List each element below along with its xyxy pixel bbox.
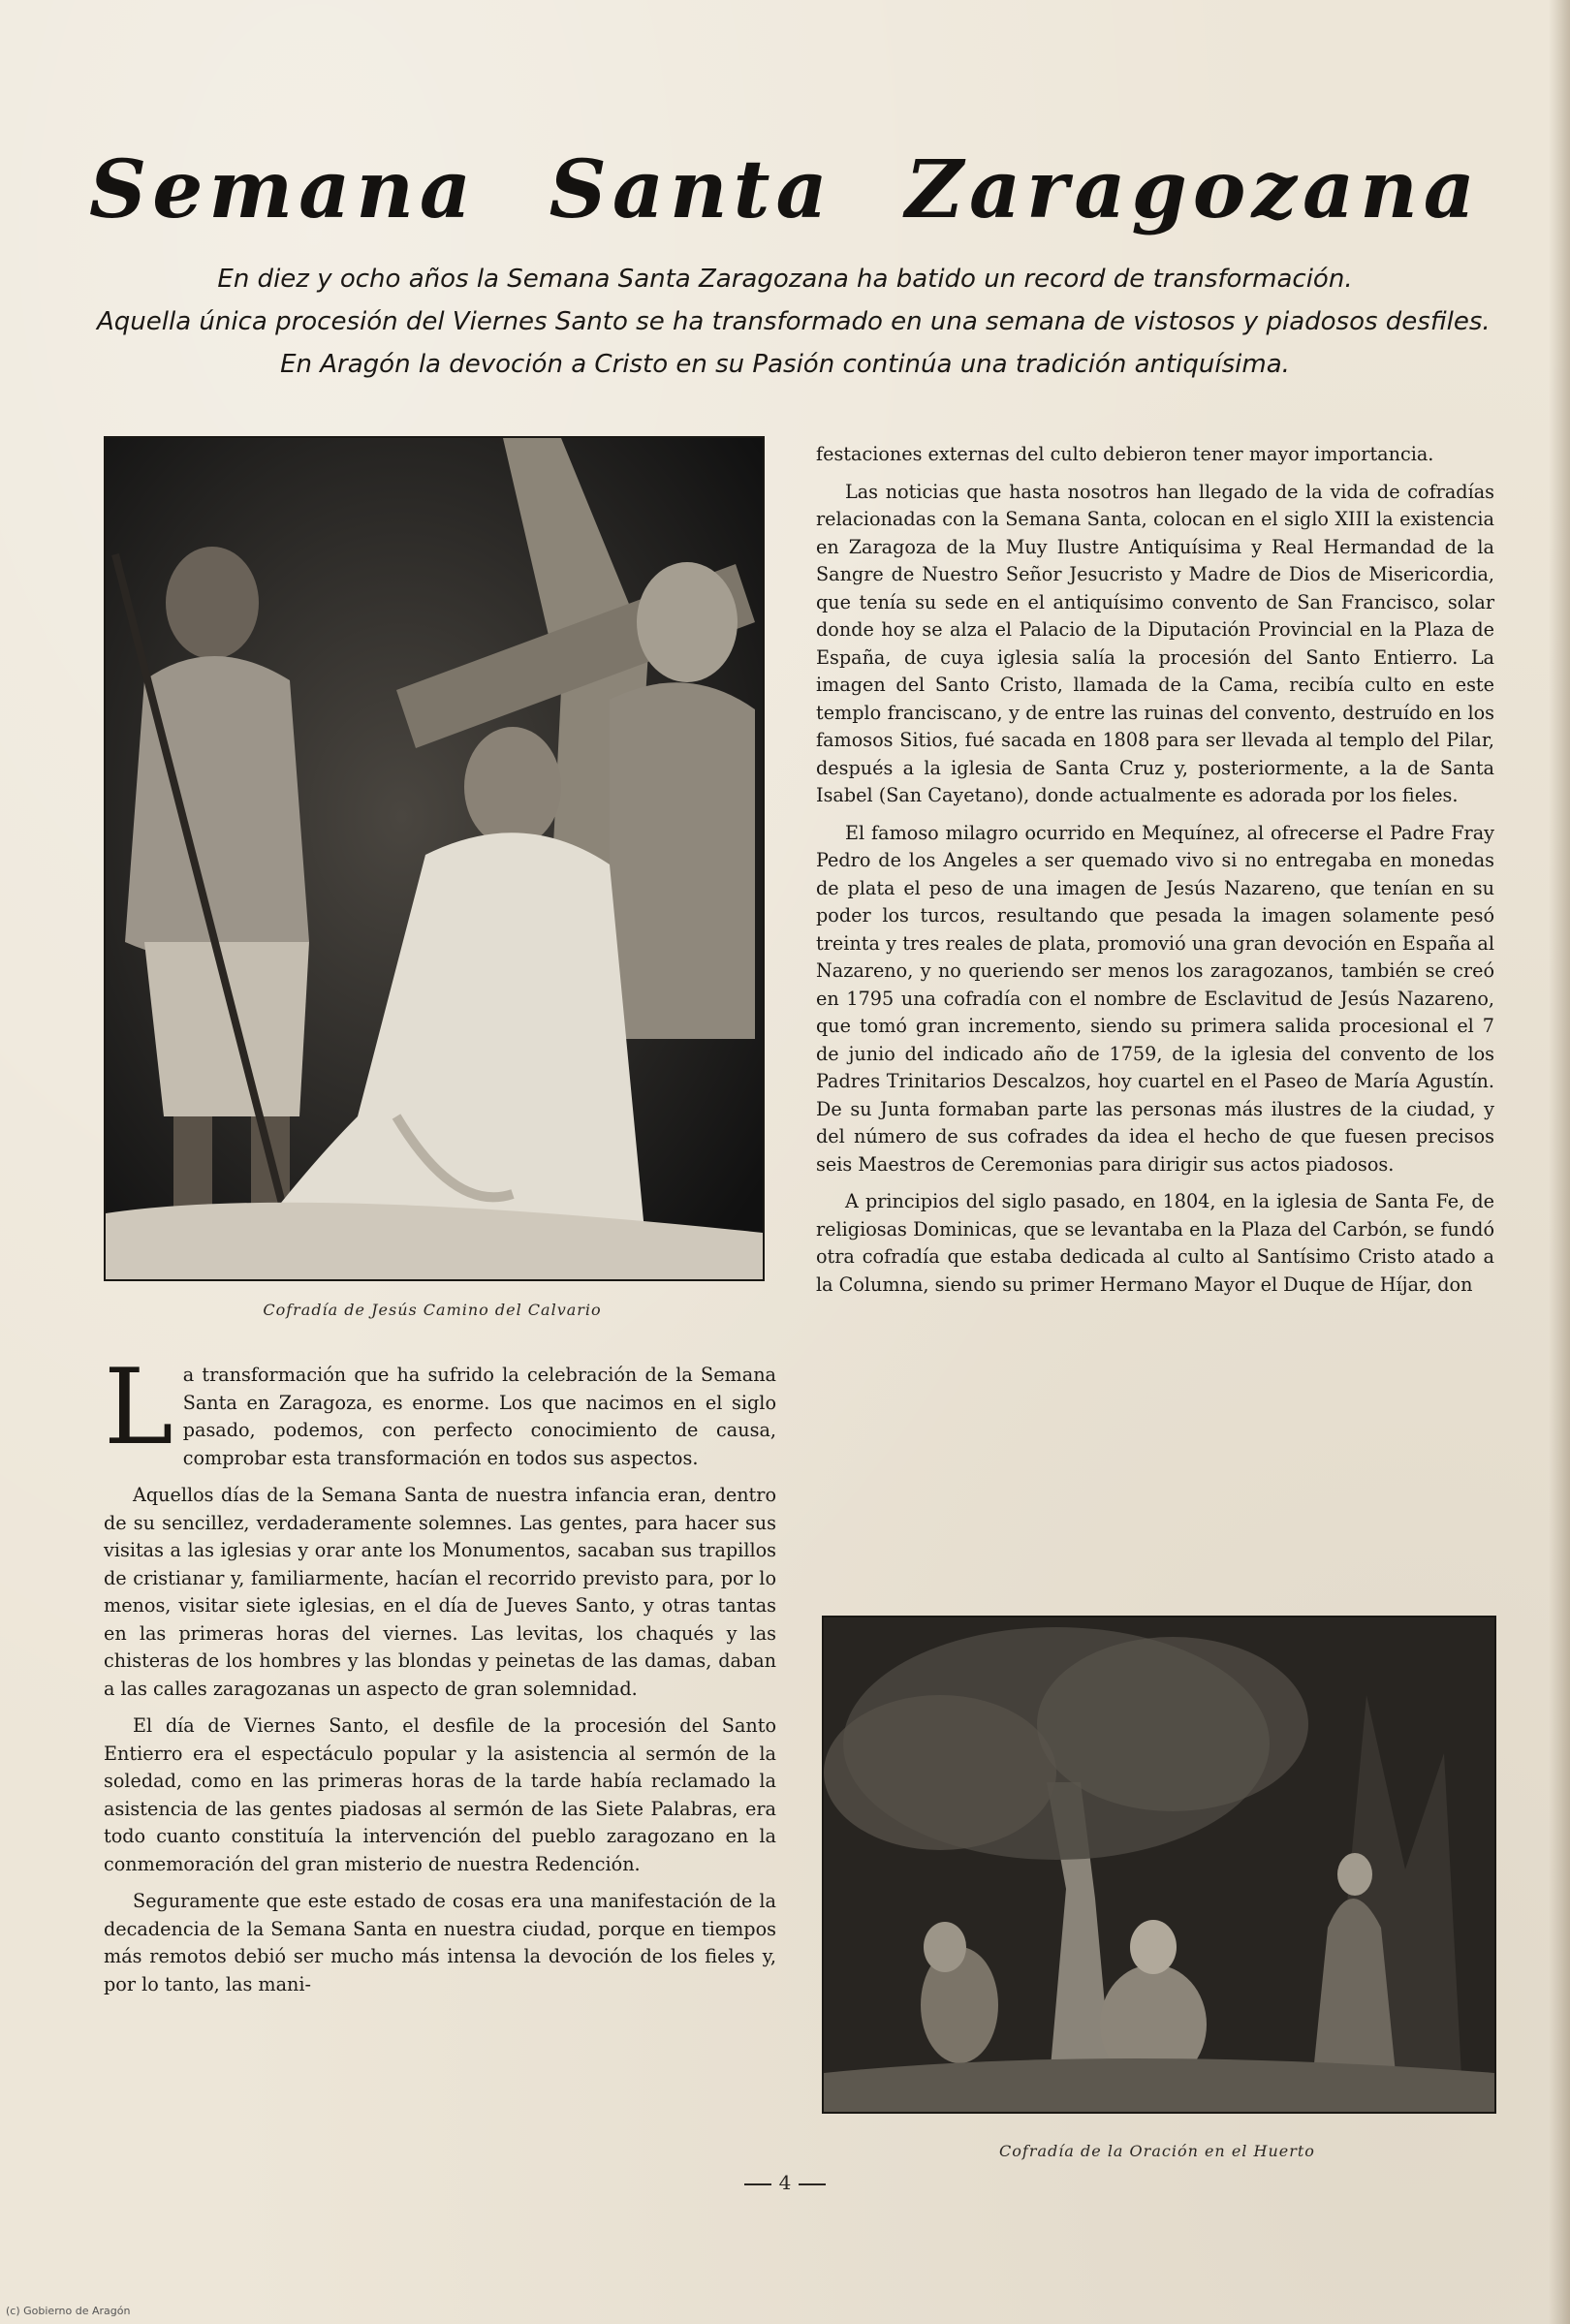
photo-oracion-huerto: [822, 1616, 1496, 2114]
article-paragraph: A principios del siglo pasado, en 1804, en la iglesia de Santa Fe, de religiosas Dominicas, que se levantaba en la Plaza del Carbón, se fundó otra cofradía que estaba dedicada al culto al Santísimo Cristo atado a la Columna, siendo su primer Hermano Mayor el Duque de Híjar, don: [816, 1190, 1494, 1296]
article-paragraph: Seguramente que este estado de cosas era una manifestación de la decadencia de la Semana Santa en nuestra ciudad, porque en tiempos más remotos debió ser mucho más intensa la devoción de los fieles y, por lo tanto, las mani-: [104, 1890, 776, 1995]
page-number-dash: [799, 2183, 826, 2185]
subtitle-line: En Aragón la devoción a Cristo en su Pasión continúa una tradición antiquísima.: [280, 350, 1290, 379]
page-number-value: 4: [778, 2171, 792, 2194]
article-paragraph: festaciones externas del culto debieron tener mayor importancia.: [816, 443, 1434, 465]
subtitle-line: Aquella única procesión del Viernes Santo se ha transformado en una semana de vistosos y piadosos desfiles.: [97, 307, 1491, 336]
subtitle-line: En diez y ocho años la Semana Santa Zaragozana ha batido un record de transformación.: [217, 265, 1353, 294]
article-paragraph: El famoso milagro ocurrido en Mequínez, al ofrecerse el Padre Fray Pedro de los Angeles a ser quemado vivo si no entregaba en monedas de plata el peso de una imagen de Jesús Nazareno, que tenían en su poder los turcos, resultando que pesada la imagen solamente pesó treinta y tres reales de plata, promovió una gran devoción en España al Nazareno, y no queriendo ser menos los zaragozanos, también se creó en 1795 una cofradía con el nombre de Esclavitud de Jesús Nazareno, que tomó gran incremento, siendo su primera salida procesional el 7 de junio del indicado año de 1759, de la iglesia del convento de los Padres Trinitarios Descalzos, hoy cuartel en el Paseo de María Agustín. De su Junta formaban parte las personas más ilustres de la ciudad, y del número de sus cofrades da idea el hecho de que fuesen precisos seis Maestros de Ceremonias para dirigir sus actos piadosos.: [816, 821, 1494, 1176]
article-paragraph: Las noticias que hasta nosotros han llegado de la vida de cofradías relacionadas con la Semana Santa, colocan en el siglo XIII la existencia en Zaragoza de la Muy Ilustre Antiquísima y Real Hermandad de la Sangre de Nuestro Señor Jesucristo y Madre de Dios de Misericordia, que tenía su sede en el antiquísimo convento de San Francisco, solar donde hoy se alza el Palacio de la Diputación Provincial en la Plaza de España, de cuya iglesia salía la procesión del Santo Entierro. La imagen del Santo Cristo, llamada de la Cama, recibía culto en este templo franciscano, y de entre las ruinas del convento, destruído en los famosos Sitios, fué sacada en 1808 para ser llevada al templo del Pilar, después a la iglesia de Santa Cruz y, posteriormente, a la de Santa Isabel (San Cayetano), donde actualmente es adorada por los fieles.: [816, 480, 1494, 806]
article-paragraph: Aquellos días de la Semana Santa de nuestra infancia eran, dentro de su sencillez, verdaderamente solemnes. Las gentes, para hacer sus visitas a las iglesias y orar ante los Monumentos, sacaban sus trapillos de cristianar y, familiarmente, hacían el recorrido previsto para, por lo menos, visitar siete iglesias, en el día de Jueves Santo, y otras tantas en las primeras horas del viernes. Las levitas, los chaqués y las chisteras de los hombres y las blondas y peinetas de las damas, daban a las calles zaragozanas un aspecto de gran solemnidad.: [104, 1484, 776, 1700]
article-subtitle: [97, 258, 1491, 386]
page-edge-shadow: [1549, 0, 1570, 2324]
article-title: Semana Santa Zaragozana: [89, 143, 1481, 236]
page-number-dash: [744, 2183, 771, 2185]
drop-cap: L: [104, 1347, 173, 1468]
photo-jesus-camino-calvario: [104, 436, 765, 1281]
copyright-credit: (c) Gobierno de Aragón: [6, 2305, 131, 2317]
article-paragraph: [104, 1347, 776, 1472]
page-number: [0, 2171, 1570, 2194]
photo-caption: Cofradía de Jesús Camino del Calvario: [263, 1301, 602, 1319]
right-column: [816, 441, 1494, 1308]
article-paragraph: El día de Viernes Santo, el desfile de la procesión del Santo Entierro era el espectáculo popular y la asistencia al sermón de la soledad, como en las primeras horas de la tarde había reclamado la asistencia de las gentes piadosas al sermón de las Siete Palabras, era todo cuanto constituía la intervención del pueblo zaragozano en la conmemoración del gran misterio de nuestra Redención.: [104, 1714, 776, 1875]
left-column: [104, 1347, 776, 2008]
photo-caption: Cofradía de la Oración en el Huerto: [999, 2142, 1315, 2160]
paragraph-text: a transformación que ha sufrido la celebración de la Semana Santa en Zaragoza, es enorme. Los que nacimos en el siglo pasado, podemos, con perfecto conocimiento de causa, comprobar esta transformación en todos sus aspectos.: [182, 1364, 776, 1469]
